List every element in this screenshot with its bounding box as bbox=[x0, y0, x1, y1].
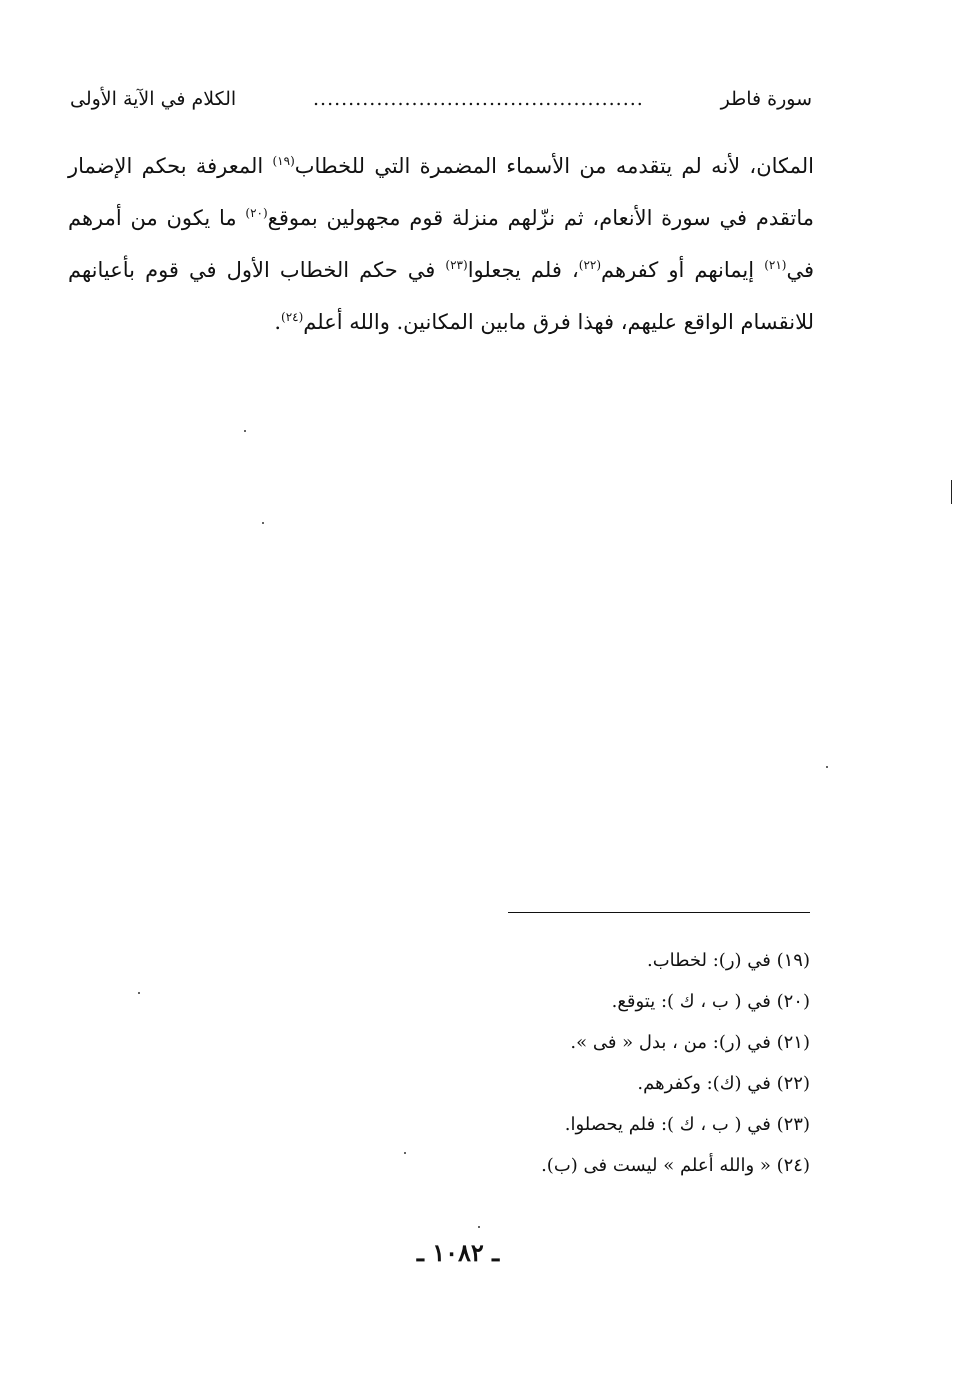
scan-speck bbox=[826, 766, 828, 768]
header-surah: سورة فاطر bbox=[720, 88, 812, 110]
scan-speck bbox=[404, 1152, 406, 1154]
scan-speck bbox=[262, 522, 264, 524]
footnote-19: (١٩) في (ر): لخطاب. bbox=[647, 950, 810, 971]
main-text bbox=[68, 140, 814, 348]
text-run: إيمانهم أو كفرهم bbox=[601, 258, 765, 282]
text-run: . bbox=[274, 310, 282, 334]
text-run: ما يكون من أمرهم في bbox=[68, 206, 814, 282]
text-run: المكان، لأنه لم يتقدمه من الأسماء المضمرة التي للخطاب bbox=[294, 154, 814, 178]
main-paragraph bbox=[68, 140, 814, 348]
footnote-21: (٢١) في (ر): من ، بدل « فى ». bbox=[570, 1032, 810, 1053]
page-number: ـ ١٠٨٢ ـ bbox=[416, 1238, 500, 1267]
footnote-ref-24: (٢٤) bbox=[281, 310, 304, 324]
footnote-ref-20: (٢٠) bbox=[245, 206, 268, 220]
footnotes bbox=[300, 940, 810, 1186]
running-header bbox=[70, 88, 812, 118]
footnote-23: (٢٣) في ( ب ، ك ): فلم يحصلوا. bbox=[564, 1114, 810, 1135]
text-run: المعرفة بحكم الإضمار ماتقدم في سورة الأنعام، ثم نزّلهم منزلة قوم مجهولين بموقع bbox=[68, 154, 814, 230]
header-leader-dots: ............................................... bbox=[312, 88, 644, 110]
footnote-ref-22: (٢٢) bbox=[578, 258, 602, 272]
text-run: ، فلم يجعلوا bbox=[467, 258, 579, 282]
footnote-ref-19: (١٩) bbox=[272, 154, 295, 168]
scan-edge-mark bbox=[951, 480, 952, 504]
footnote-20: (٢٠) في ( ب ، ك ): يتوقع. bbox=[611, 991, 810, 1012]
footnote-ref-21: (٢١) bbox=[764, 258, 787, 272]
scan-speck bbox=[478, 1226, 480, 1228]
header-section: الكلام في الآية الأولى bbox=[70, 88, 237, 110]
footnote-separator bbox=[508, 912, 810, 913]
footnote-22: (٢٢) في (ك): وكفرهم. bbox=[637, 1073, 810, 1094]
text-run: في حكم الخطاب الأول في قوم بأعيانهم للانقسام الواقع عليهم، فهذا فرق مابين المكانين. والله أعلم bbox=[68, 258, 814, 334]
footnote-ref-23: (٢٣) bbox=[445, 258, 468, 272]
scan-speck bbox=[244, 430, 246, 432]
footnote-24: (٢٤) « والله أعلم » ليست فى (ب). bbox=[541, 1155, 810, 1176]
scan-speck bbox=[138, 992, 140, 994]
